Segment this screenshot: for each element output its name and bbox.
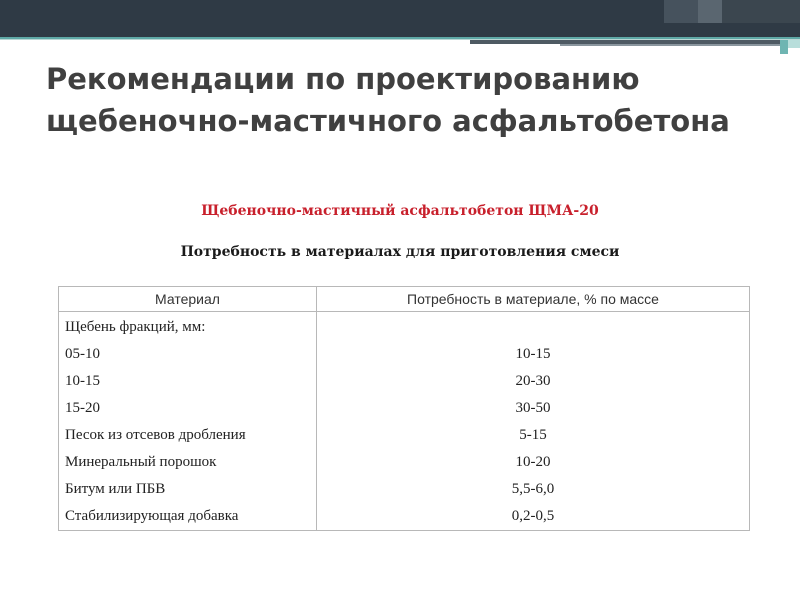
header-block <box>722 0 800 23</box>
material-cell: 15-20 <box>59 395 317 422</box>
amount-cell <box>317 312 750 342</box>
amount-cell: 10-20 <box>317 449 750 476</box>
table-row <box>59 476 750 503</box>
column-header-amount: Потребность в материале, % по массе <box>317 287 750 312</box>
amount-cell: 10-15 <box>317 341 750 368</box>
material-cell: Песок из отсевов дробления <box>59 422 317 449</box>
header-band <box>0 0 800 37</box>
header-block <box>698 0 722 23</box>
material-cell: 10-15 <box>59 368 317 395</box>
material-cell: 05-10 <box>59 341 317 368</box>
table-row <box>59 503 750 531</box>
amount-cell: 5-15 <box>317 422 750 449</box>
material-cell: Стабилизирующая добавка <box>59 503 317 531</box>
slide-title: Рекомендации по проектированию щебеночно-мастичного асфальтобетона <box>46 62 730 138</box>
table-caption: Потребность в материалах для приготовления смеси <box>180 244 620 260</box>
decorative-ribbon <box>788 40 800 48</box>
amount-cell: 5,5-6,0 <box>317 476 750 503</box>
header-block <box>664 0 698 23</box>
table-row <box>59 422 750 449</box>
slide-subtitle: Щебеночно-мастичный асфальтобетон ЩМА-20 <box>201 203 599 219</box>
material-cell: Битум или ПБВ <box>59 476 317 503</box>
decorative-ribbon <box>780 40 788 54</box>
material-cell: Щебень фракций, мм: <box>59 312 317 342</box>
materials-table <box>58 286 750 531</box>
amount-cell: 20-30 <box>317 368 750 395</box>
decorative-ribbon <box>560 44 800 46</box>
table-row <box>59 395 750 422</box>
table-header-row <box>59 287 750 312</box>
amount-cell: 30-50 <box>317 395 750 422</box>
column-header-material: Материал <box>59 287 317 312</box>
amount-cell: 0,2-0,5 <box>317 503 750 531</box>
table-row <box>59 368 750 395</box>
table-row <box>59 312 750 342</box>
material-cell: Минеральный порошок <box>59 449 317 476</box>
table-row <box>59 449 750 476</box>
table-row <box>59 341 750 368</box>
